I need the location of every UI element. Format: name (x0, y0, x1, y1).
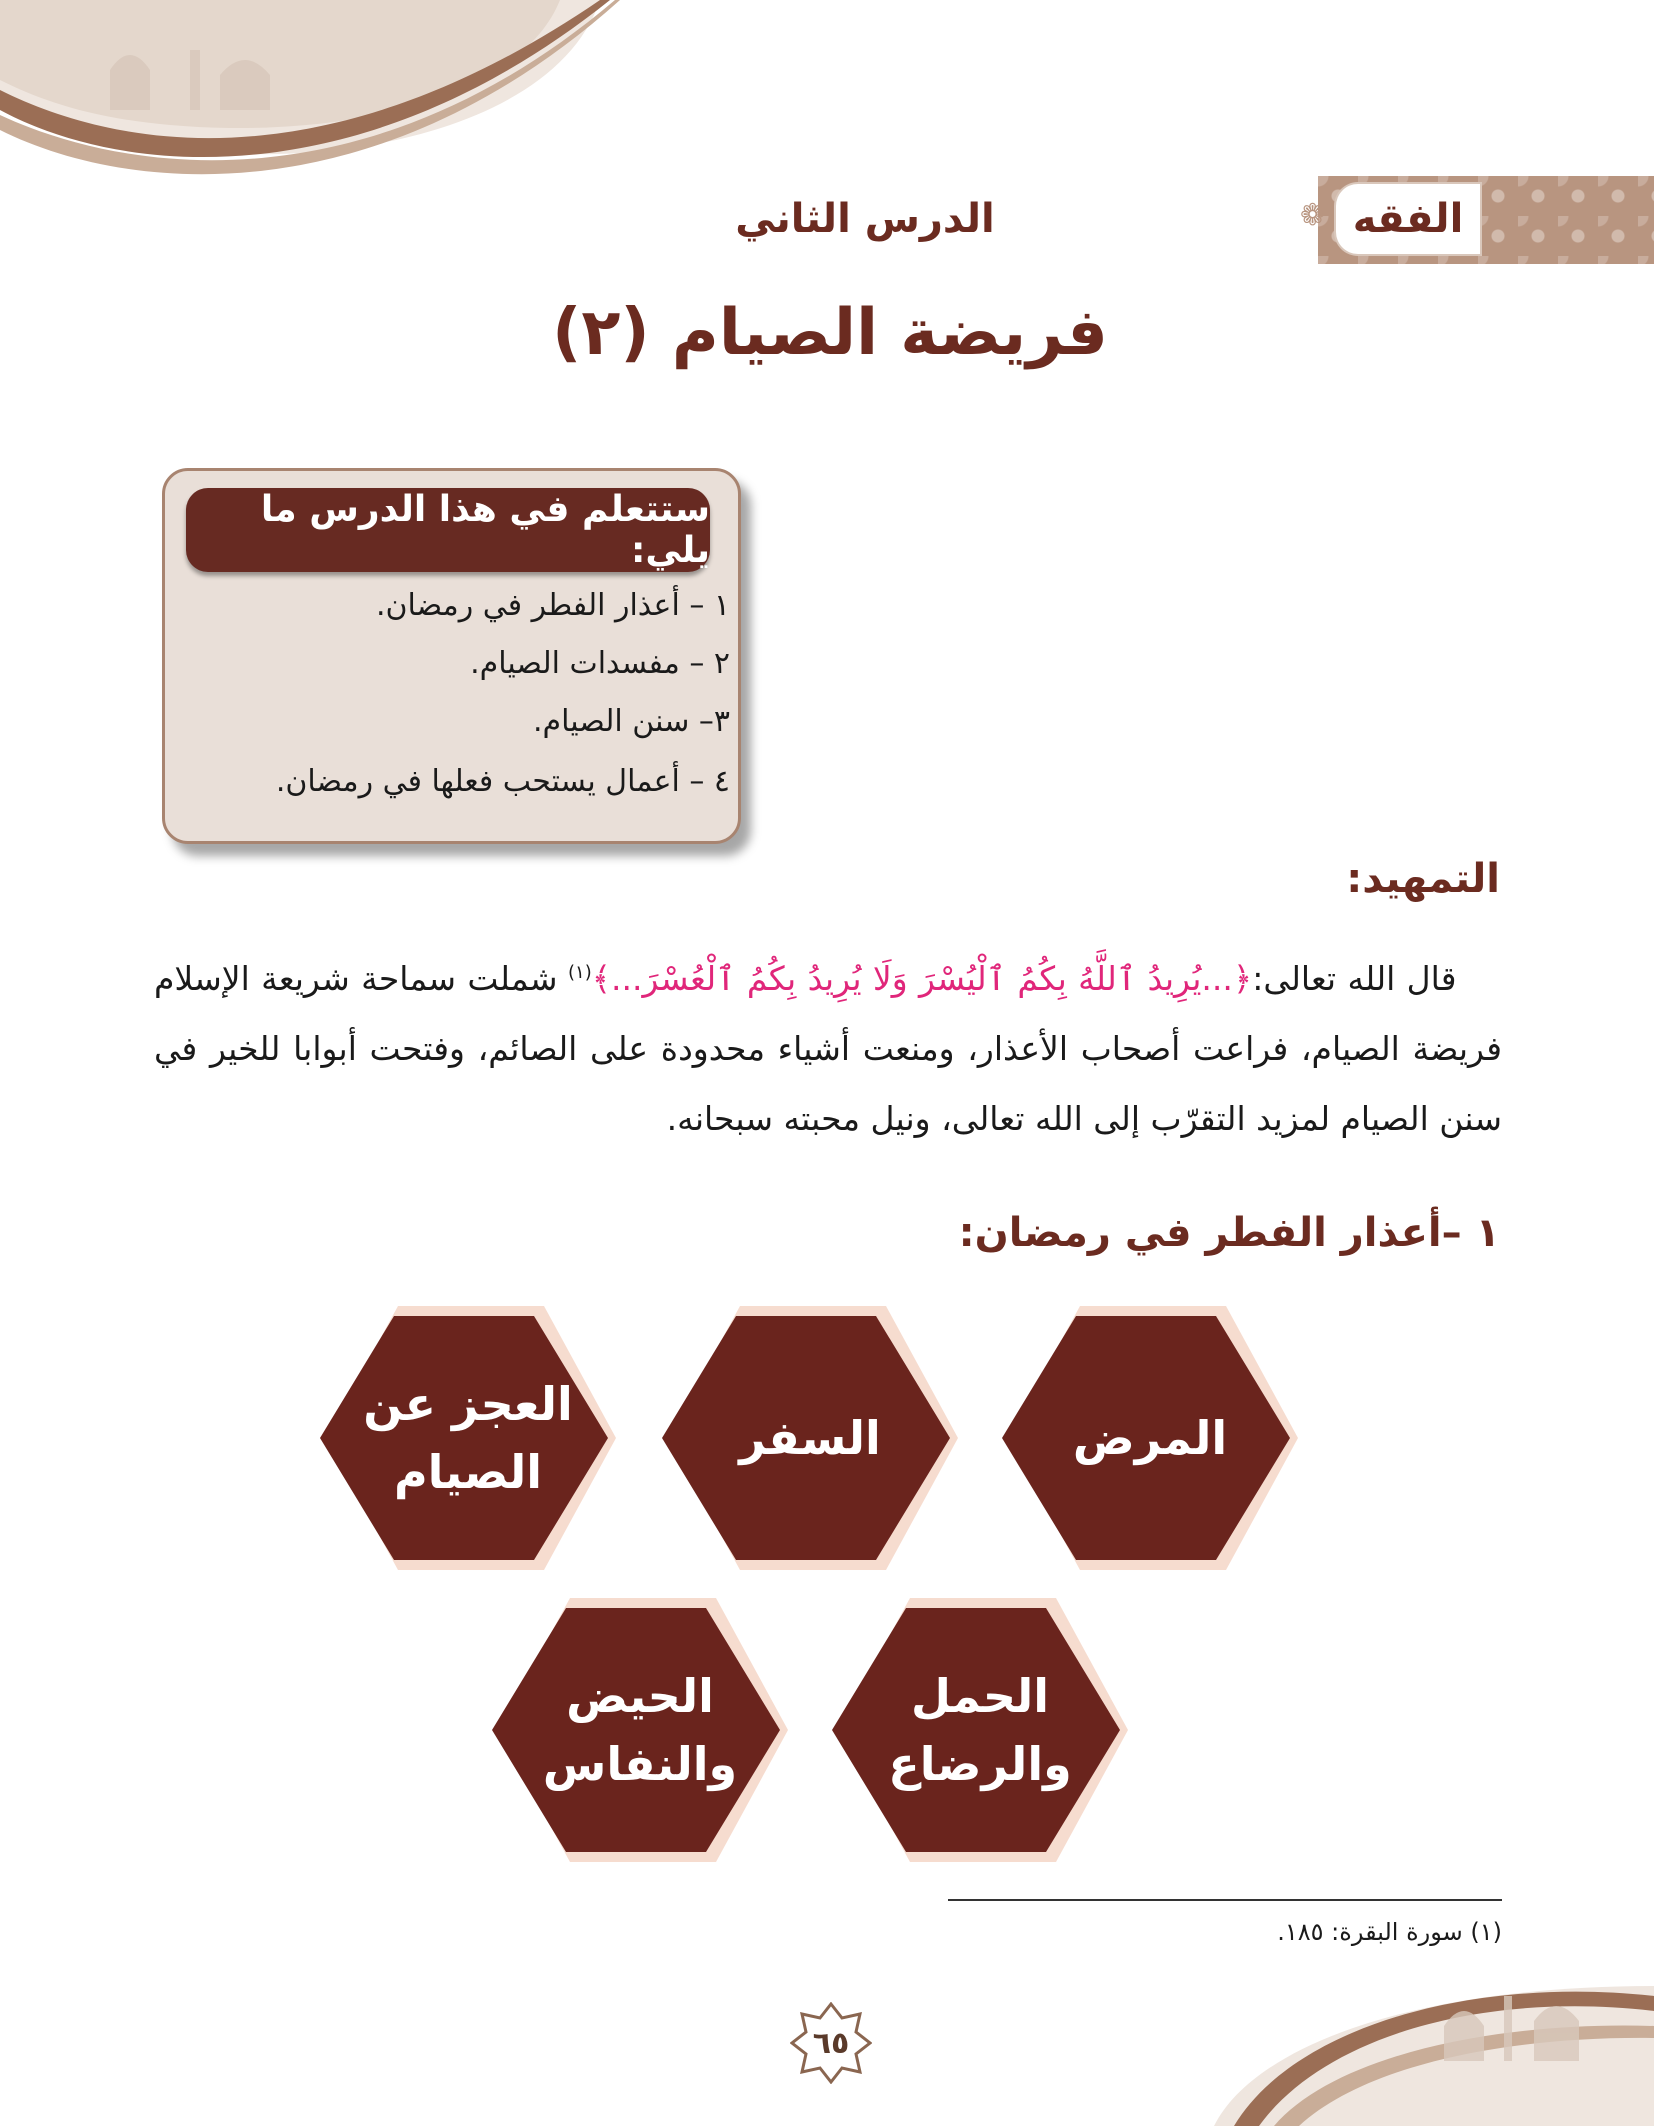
section-heading: ١ –أعذار الفطر في رمضان: (958, 1210, 1500, 1256)
excuse-hexagon (318, 1298, 618, 1578)
excuse-hexagon (830, 1590, 1130, 1870)
footnote-divider (948, 1899, 1502, 1901)
ayah-lead: قال الله تعالى: (1252, 959, 1457, 998)
excuse-hexagon (1000, 1298, 1300, 1578)
lesson-number: الدرس الثاني (735, 196, 995, 242)
excuse-hexagon (490, 1590, 790, 1870)
footnote: (١) سورة البقرة: ١٨٥. (1277, 1918, 1502, 1946)
excuse-label: السفر (739, 1411, 881, 1465)
excuse-label-line1: الحمل (910, 1669, 1050, 1723)
excuse-label: المرض (1072, 1411, 1228, 1465)
page-title: فريضة الصيام (٢) (552, 296, 1108, 370)
excuse-label-line1: الحيض (566, 1669, 714, 1723)
flower-ornament-icon: ❁ (1300, 198, 1326, 233)
excuse-hexagon (660, 1298, 960, 1578)
intro-text: شملت سماحة شريعة الإسلام فريضة الصيام، فراعت أصحاب الأعذار، ومنعت أشياء محدودة على الصائم، وفتحت أبوابا للخير في سنن الصيام لمزيد التقرّب إلى الله تعالى، ونيل محبته سبحانه. (154, 959, 1502, 1138)
top-corner-ornament (0, 0, 620, 200)
page-number: ٦٥ (812, 2025, 850, 2061)
quran-verse: ﴿...يُرِيدُ ٱللَّهُ بِكُمُ ٱلْيُسْرَ وَلَا يُرِيدُ بِكُمُ ٱلْعُسْرَ...﴾ (591, 959, 1253, 998)
objective-item: ٤ – أعمال يستحب فعلها في رمضان. (275, 764, 730, 799)
objectives-heading: ستتعلم في هذا الدرس ما يلي: (186, 488, 710, 572)
excuse-label-line2: والرضاع (888, 1737, 1072, 1791)
intro-paragraph (154, 938, 1502, 1154)
objective-item: ٣– سنن الصيام. (532, 704, 730, 739)
excuse-label-line2: الصيام (393, 1445, 543, 1499)
intro-heading: التمهيد: (1346, 856, 1500, 902)
bottom-corner-ornament (1214, 1966, 1654, 2126)
footnote-marker: (١) (567, 962, 592, 983)
subject-label: الفقه (1336, 184, 1480, 254)
objective-item: ١ – أعذار الفطر في رمضان. (375, 588, 730, 623)
excuse-label-line1: العجز عن (363, 1377, 573, 1431)
objective-item: ٢ – مفسدات الصيام. (470, 646, 730, 681)
excuse-label-line2: والنفاس (542, 1737, 738, 1791)
